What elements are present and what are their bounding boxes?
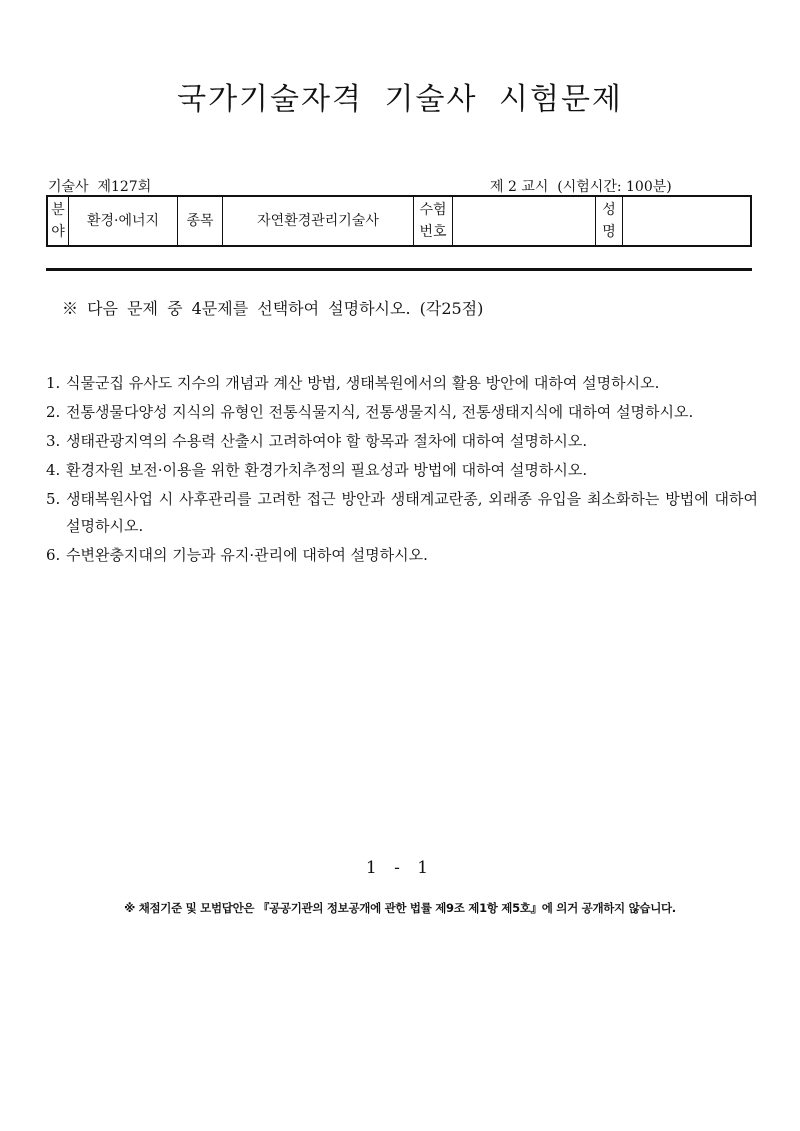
question-number: 6.	[46, 546, 61, 564]
question-text: 전통생물다양성 지식의 유형인 전통식물지식, 전통생물지식, 전통생태지식에 대하여 설명하시오.	[66, 403, 694, 421]
exam-info-table	[46, 195, 752, 247]
question-item	[46, 457, 758, 484]
exam-session: 기술사 제127회	[48, 179, 152, 195]
header-divider	[46, 268, 752, 271]
question-text: 식물군집 유사도 지수의 개념과 계산 방법, 생태복원에서의 활용 방안에 대하여 설명하시오.	[66, 374, 660, 392]
footer-note: ※ 채점기준 및 모범답안은 『공공기관의 정보공개에 관한 법률 제9조 제1항 제5호』에 의거 공개하지 않습니다.	[124, 901, 676, 915]
question-list	[46, 370, 758, 571]
item-label: 종목	[178, 196, 223, 246]
question-text: 수변완충지대의 기능과 유지·관리에 대하여 설명하시오.	[66, 546, 428, 564]
exam-no-label-cell	[414, 196, 453, 246]
question-item	[46, 542, 758, 569]
question-number: 5.	[46, 490, 61, 508]
exam-period: 제 2 교시 (시험시간: 100분)	[490, 179, 672, 195]
instruction: ※ 다음 문제 중 4문제를 선택하여 설명하시오. (각25점)	[62, 299, 484, 318]
question-number: 1.	[46, 374, 61, 392]
question-item	[46, 486, 758, 540]
question-text: 생태관광지역의 수용력 산출시 고려하여야 할 항목과 절차에 대하여 설명하시오.	[66, 432, 588, 450]
question-item	[46, 428, 758, 455]
name-label-cell	[596, 196, 623, 246]
question-text: 생태복원사업 시 사후관리를 고려한 접근 방안과 생태계교란종, 외래종 유입을 최소화하는 방법에 대하여 설명하시오.	[66, 490, 758, 535]
field-value: 환경·에너지	[69, 196, 178, 246]
name-value[interactable]	[623, 196, 752, 246]
question-number: 2.	[46, 403, 61, 421]
exam-no-label: 수험번호	[419, 202, 447, 240]
name-label: 성명	[602, 202, 616, 240]
field-label-cell	[47, 196, 69, 246]
question-item	[46, 370, 758, 397]
exam-no-value[interactable]	[453, 196, 596, 246]
question-text: 환경자원 보전·이용을 위한 환경가치추정의 필요성과 방법에 대하여 설명하시오.	[66, 461, 588, 479]
exam-title: 국가기술자격 기술사 시험문제	[177, 82, 623, 117]
question-number: 3.	[46, 432, 61, 450]
field-label: 분야	[51, 202, 65, 240]
page-number: 1 - 1	[365, 858, 435, 878]
question-number: 4.	[46, 461, 61, 479]
item-value: 자연환경관리기술사	[223, 196, 414, 246]
question-item	[46, 399, 758, 426]
